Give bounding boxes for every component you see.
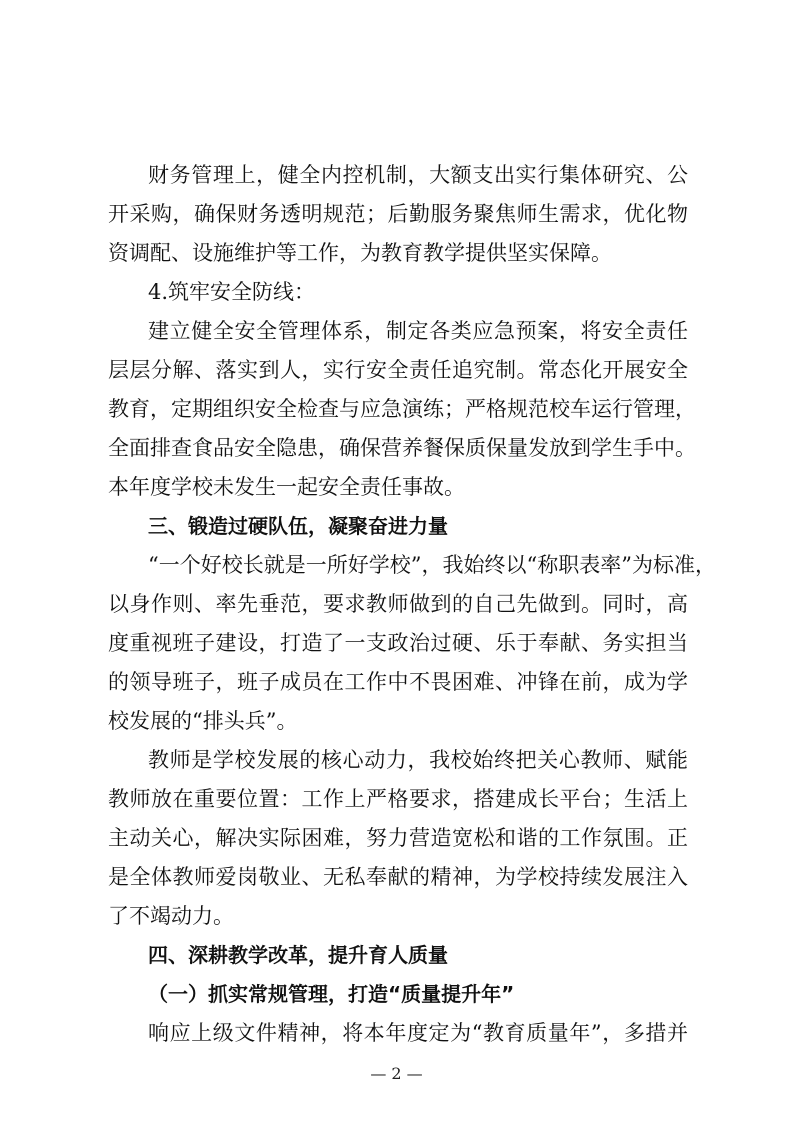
body-line: 的领导班子，班子成员在工作中不畏困难、冲锋在前，成为学	[108, 670, 688, 694]
body-line: 主动关心，解决实际困难，努力营造宽松和谐的工作氛围。正	[108, 826, 688, 850]
page-number: — 2 —	[370, 1064, 423, 1083]
body-line: 教师是学校发展的核心动力，我校始终把关心教师、赋能	[148, 748, 688, 772]
body-line: 响应上级文件精神，将本年度定为“教育质量年”，多措并	[148, 1021, 688, 1045]
body-line: 度重视班子建设，打造了一支政治过硬、乐于奉献、务实担当	[108, 631, 688, 655]
body-line: 全面排查食品安全隐患，确保营养餐保质保量发放到学生手中。	[108, 436, 696, 460]
section-heading: 三、锻造过硬队伍，凝聚奋进力量	[148, 514, 448, 538]
body-line: 教育，定期组织安全检查与应急演练；严格规范校车运行管理，	[108, 397, 696, 421]
body-line: 了不竭动力。	[108, 904, 234, 928]
section-subheading: 4.筑牢安全防线：	[148, 280, 316, 304]
body-line: 以身作则、率先垂范，要求教师做到的自己先做到。同时，高	[108, 592, 688, 616]
body-line: 开采购，确保财务透明规范；后勤服务聚焦师生需求，优化物	[108, 202, 688, 226]
body-line: 资调配、设施维护等工作，为教育教学提供坚实保障。	[108, 241, 612, 265]
body-line: 校发展的“排头兵”。	[108, 709, 298, 733]
section-heading: 四、深耕教学改革，提升育人质量	[148, 943, 448, 967]
body-line: 层层分解、落实到人，实行安全责任追究制。常态化开展安全	[108, 358, 688, 382]
body-line: 是全体教师爱岗敬业、无私奉献的精神，为学校持续发展注入	[108, 865, 688, 889]
body-line: 本年度学校未发生一起安全责任事故。	[108, 475, 465, 499]
body-line: 建立健全安全管理体系，制定各类应急预案，将安全责任	[148, 319, 688, 343]
section-subheading: （一）抓实常规管理，打造“质量提升年”	[148, 982, 515, 1006]
body-line: “一个好校长就是一所好学校”，我始终以“称职表率”为标准，	[148, 553, 716, 577]
body-line: 教师放在重要位置：工作上严格要求，搭建成长平台；生活上	[108, 787, 688, 811]
body-line: 财务管理上，健全内控机制，大额支出实行集体研究、公	[148, 163, 688, 187]
